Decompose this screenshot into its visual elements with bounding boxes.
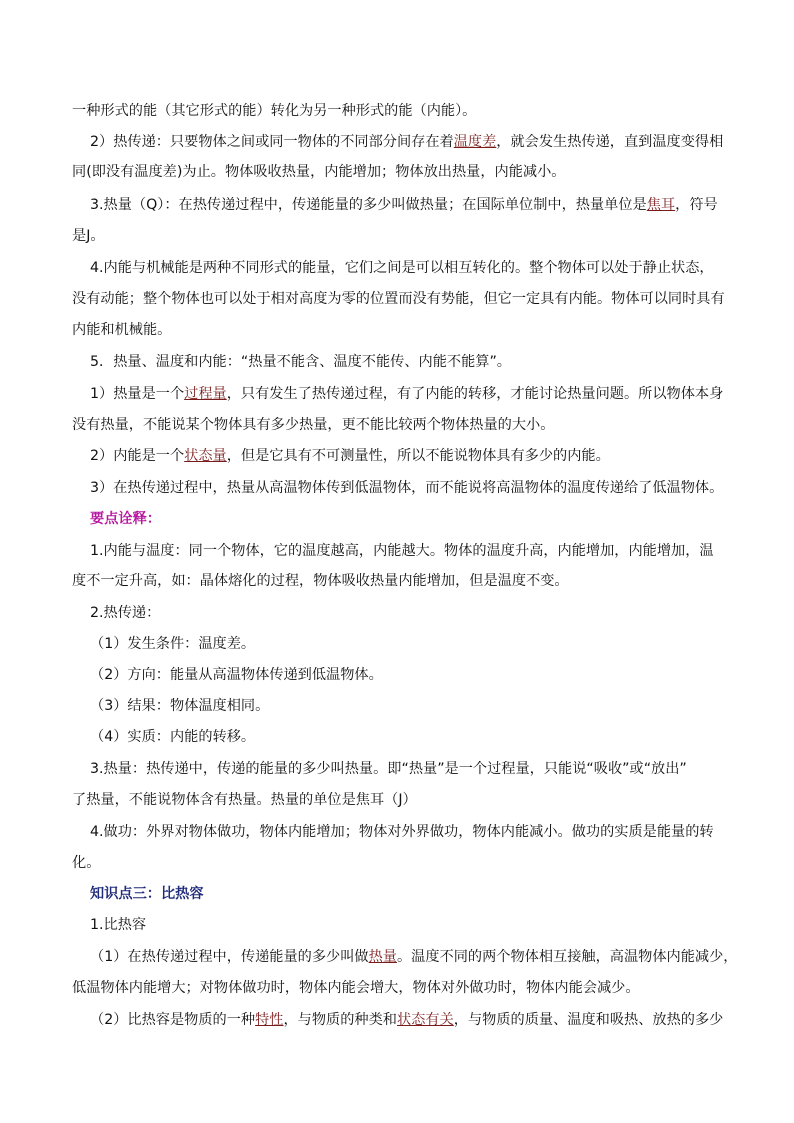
text-segment: 是J。 bbox=[72, 228, 105, 244]
text-segment: 2）内能是一个 bbox=[90, 448, 185, 464]
text-line bbox=[90, 258, 714, 278]
text-line bbox=[90, 541, 714, 561]
text-segment: ，符号 bbox=[675, 197, 718, 213]
text-line bbox=[90, 446, 610, 466]
text-segment: 5．热量、温度和内能：“热量不能含、温度不能传、内能不能算”。 bbox=[90, 354, 511, 370]
underlined-term: 温度差 bbox=[453, 134, 497, 150]
text-segment: 一种形式的能（其它形式的能）转化为另一种形式的能（内能）。 bbox=[72, 103, 477, 119]
underlined-term: 状态有关 bbox=[397, 1012, 454, 1028]
text-segment: 内能和机械能。 bbox=[72, 322, 172, 338]
underlined-term: 热量 bbox=[368, 949, 397, 965]
text-line bbox=[90, 665, 383, 685]
text-segment: ，与物质的质量、温度和吸热、放热的多少 bbox=[453, 1012, 724, 1028]
text-segment: 3.热量（Q）：在热传递过程中，传递能量的多少叫做热量；在国际单位制中，热量单位是 bbox=[90, 197, 647, 213]
text-line bbox=[90, 352, 511, 372]
text-line bbox=[90, 634, 255, 654]
underlined-term: 过程量 bbox=[184, 386, 227, 402]
text-line bbox=[72, 226, 105, 246]
text-line bbox=[90, 947, 738, 967]
text-segment: 4.内能与机械能是两种不同形式的能量，它们之间是可以相互转化的。整个物体可以处于静止状态， bbox=[90, 260, 714, 276]
text-line bbox=[72, 571, 569, 591]
text-line bbox=[90, 759, 687, 779]
text-segment: ，但是它具有不可测量性，所以不能说物体具有多少的内能。 bbox=[226, 448, 610, 464]
text-segment: 。温度不同的两个物体相互接触，高温物体内能减少， bbox=[396, 949, 738, 965]
text-segment: 没有动能；整个物体也可以处于相对高度为零的位置而没有势能，但它一定具有内能。物体可以同时具有 bbox=[72, 291, 725, 307]
text-line bbox=[72, 162, 565, 182]
text-line bbox=[90, 195, 718, 215]
text-segment: 要点诠释： bbox=[90, 511, 161, 527]
underlined-term: 状态量 bbox=[184, 448, 227, 464]
text-segment: 1）热量是一个 bbox=[90, 386, 185, 402]
section-heading bbox=[90, 509, 161, 529]
text-segment: 3）在热传递过程中，热量从高温物体传到低温物体，而不能说将高温物体的温度传递给了低温物体。 bbox=[90, 480, 724, 496]
text-line bbox=[90, 727, 255, 747]
text-line bbox=[90, 915, 146, 935]
text-segment: 3.热量：热传递中，传递的能量的多少叫热量。即“热量”是一个过程量，只能说“吸收”或“放出” bbox=[90, 761, 687, 777]
text-segment: 了热量，不能说物体含有热量。热量的单位是焦耳（J） bbox=[72, 792, 417, 808]
text-segment: 1.内能与温度：同一个物体，它的温度越高，内能越大。物体的温度升高，内能增加，内能增加，温 bbox=[90, 543, 714, 559]
underlined-term: 特性 bbox=[255, 1012, 284, 1028]
text-segment: （3）结果：物体温度相同。 bbox=[90, 698, 270, 714]
text-segment: 2）热传递：只要物体之间或同一物体的不同部分间存在着 bbox=[90, 134, 454, 150]
text-line bbox=[90, 603, 160, 623]
text-segment: （2）比热容是物质的一种 bbox=[90, 1012, 256, 1028]
text-segment: ，与物质的种类和 bbox=[283, 1012, 397, 1028]
text-line bbox=[90, 1010, 723, 1030]
text-line bbox=[72, 978, 640, 998]
text-segment: 同(即没有温度差)为止。物体吸收热量，内能增加；物体放出热量，内能减小。 bbox=[72, 164, 566, 180]
text-line bbox=[72, 790, 417, 810]
text-line bbox=[90, 132, 723, 152]
text-segment: ，就会发生热传递，直到温度变得相 bbox=[496, 134, 724, 150]
section-heading bbox=[90, 884, 204, 904]
text-line bbox=[90, 822, 714, 842]
text-segment: （4）实质：内能的转移。 bbox=[90, 729, 256, 745]
text-segment: （1）发生条件：温度差。 bbox=[90, 636, 256, 652]
text-segment: ，只有发生了热传递过程，有了内能的转移，才能讨论热量问题。所以物体本身 bbox=[226, 386, 724, 402]
text-line bbox=[90, 696, 269, 716]
text-segment: 2.热传递： bbox=[90, 605, 161, 621]
text-line bbox=[72, 853, 100, 873]
text-segment: （1）在热传递过程中，传递能量的多少叫做 bbox=[90, 949, 369, 965]
text-line bbox=[72, 101, 476, 121]
text-line bbox=[72, 415, 554, 435]
text-line bbox=[90, 478, 723, 498]
text-line bbox=[90, 384, 723, 404]
text-line bbox=[72, 320, 171, 340]
text-segment: 知识点三：比热容 bbox=[90, 886, 204, 902]
text-segment: （2）方向：能量从高温物体传递到低温物体。 bbox=[90, 667, 383, 683]
text-line bbox=[72, 289, 725, 309]
text-segment: 度不一定升高，如：晶体熔化的过程，物体吸收热量内能增加，但是温度不变。 bbox=[72, 573, 569, 589]
text-segment: 4.做功：外界对物体做功，物体内能增加；物体对外界做功，物体内能减小。做功的实质是能量的转 bbox=[90, 824, 714, 840]
text-segment: 没有热量，不能说某个物体具有多少热量，更不能比较两个物体热量的大小。 bbox=[72, 417, 555, 433]
text-segment: 化。 bbox=[72, 855, 101, 871]
text-segment: 1.比热容 bbox=[90, 917, 147, 933]
underlined-term: 焦耳 bbox=[646, 197, 676, 213]
text-segment: 低温物体内能增大；对物体做功时，物体内能会增大，物体对外做功时，物体内能会减少。 bbox=[72, 980, 640, 996]
